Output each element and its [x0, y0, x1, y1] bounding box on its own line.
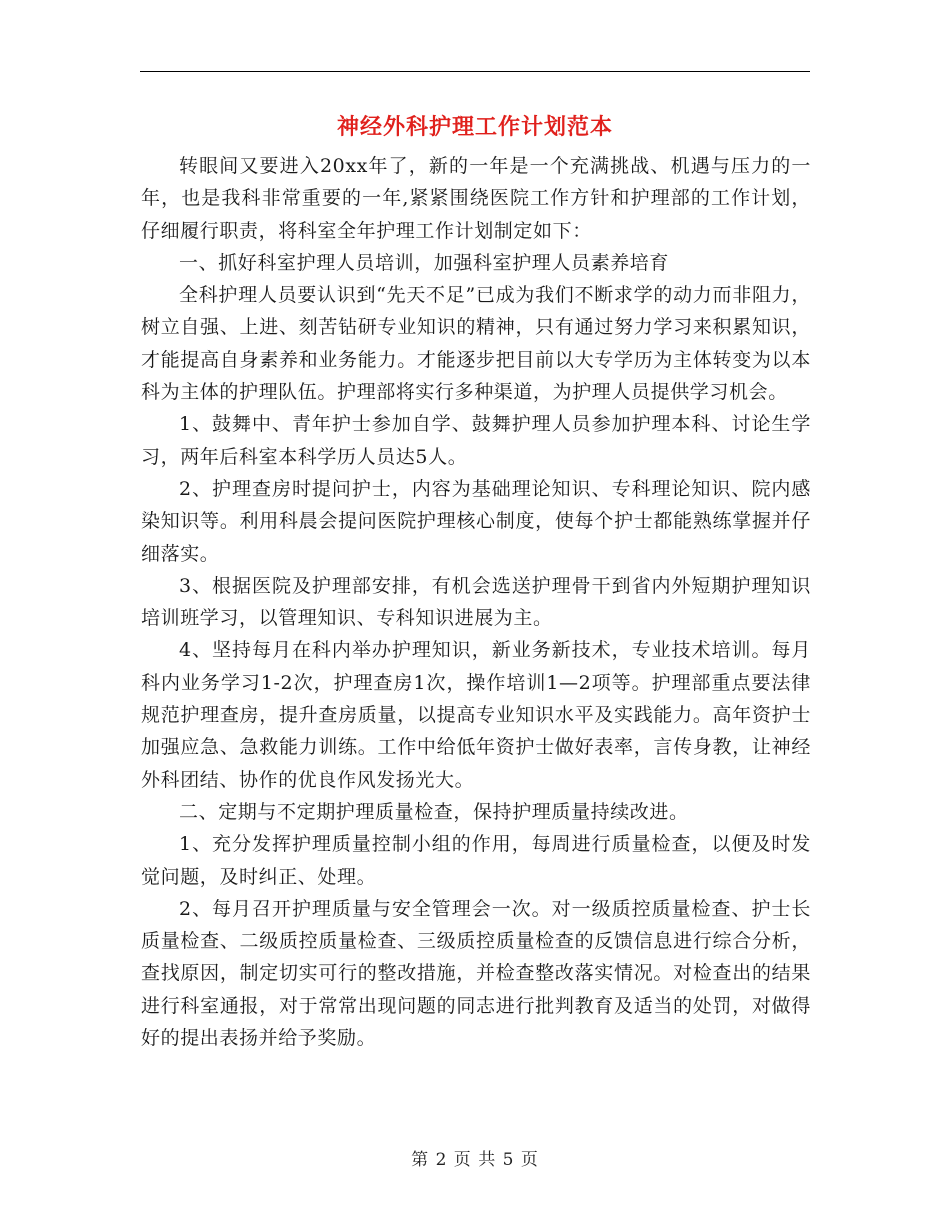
list-item-1: 1、鼓舞中、青年护士参加自学、鼓舞护理人员参加护理本科、讨论生学习，两年后科室本科学历人员达5人。: [141, 413, 811, 468]
section-heading-2: 二、定期与不定期护理质量检查，保持护理质量持续改进。: [179, 800, 689, 823]
header-rule: [140, 71, 810, 72]
list-item-3: 3、根据医院及护理部安排，有机会选送护理骨干到省内外短期护理知识培训班学习，以管理知识、专科知识进展为主。: [141, 574, 811, 630]
paragraph-intro: 转眼间又要进入20xx年了，新的一年是一个充满挑战、机遇与压力的一年，也是我科非常重要的一年,紧紧围绕医院工作方针和护理部的工作计划，仔细履行职责，将科室全年护理工作计划制定如下：: [141, 155, 811, 242]
list-item-2: 2、护理查房时提问护士，内容为基础理论知识、专科理论知识、院内感染知识等。利用科晨会提问医院护理核心制度，使每个护士都能熟练掌握并仔细落实。: [141, 477, 811, 565]
document-body: [141, 150, 811, 1054]
document-title: 神经外科护理工作计划范本: [336, 114, 613, 140]
list-item-4: 4、坚持每月在科内举办护理知识，新业务新技术，专业技术培训。每月科内业务学习1-2次，护理查房1次，操作培训1—2项等。护理部重点要法律规范护理查房，提升查房质量，以提高专业知识水平及实践能力。高年资护士加强应急、急救能力训练。工作中给低年资护士做好表率，言传身教，让神经外科团结、协作的优良作风发扬光大。: [141, 639, 811, 791]
paragraph-training-overview: 全科护理人员要认识到“先天不足”已成为我们不断求学的动力而非阻力，树立自强、上进、刻苦钻研专业知识的精神，只有通过努力学习来积累知识，才能提高自身素养和业务能力。才能逐步把目前以大专学历为主体转变为以本科为主体的护理队伍。护理部将实行多种渠道，为护理人员提供学习机会。: [141, 284, 811, 404]
list-item-quality-1: 1、充分发挥护理质量控制小组的作用，每周进行质量检查，以便及时发觉问题，及时纠正、处理。: [141, 833, 811, 888]
section-heading-1: 一、抓好科室护理人员培训，加强科室护理人员素养培育: [179, 251, 670, 274]
page-number: 第 2 页 共 5 页: [411, 1150, 539, 1170]
list-item-quality-2: 2、每月召开护理质量与安全管理会一次。对一级质控质量检查、护士长质量检查、二级质控质量检查、三级质控质量检查的反馈信息进行综合分析，查找原因，制定切实可行的整改措施，并检查整改落实情况。对检查出的结果进行科室通报，对于常常出现问题的同志进行批判教育及适当的处罚，对做得好的提出表扬并给予奖励。: [141, 897, 811, 1050]
